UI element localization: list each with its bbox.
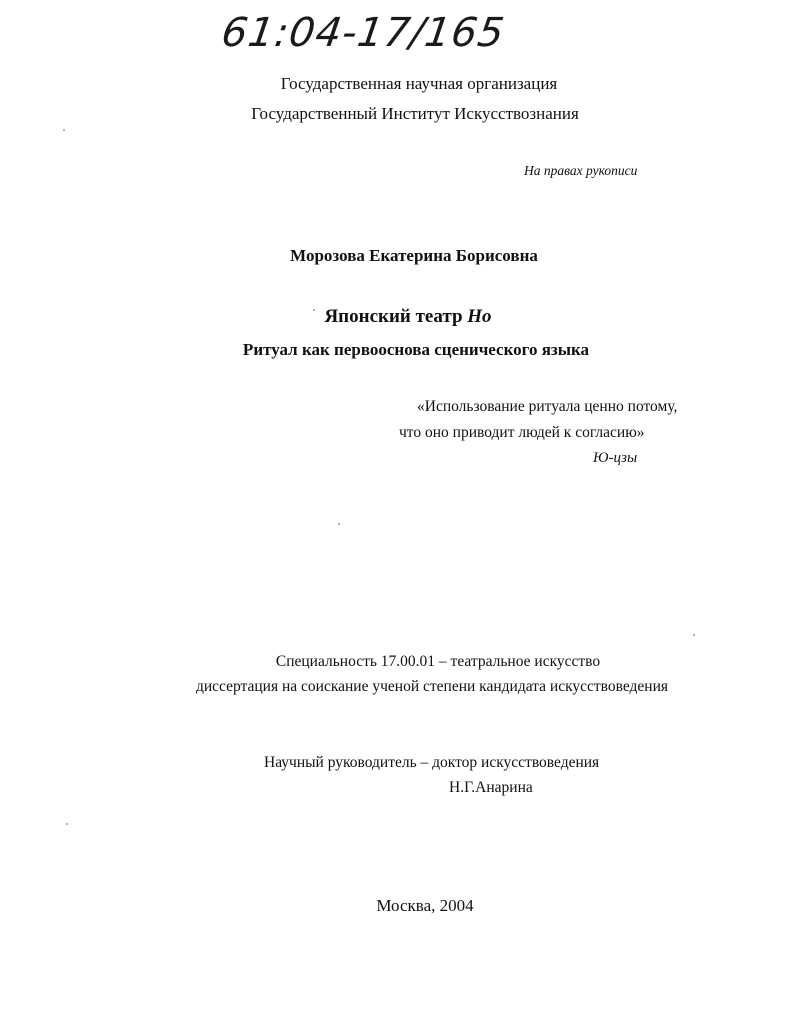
handwritten-code: 61:04-17/165 (218, 10, 508, 56)
scan-speck (63, 129, 65, 131)
degree-line: диссертация на соискание ученой степени кандидата искусствоведения (195, 678, 669, 695)
supervisor-name: Н.Г.Анарина (449, 779, 533, 796)
dissertation-subtitle: Ритуал как первооснова сценического языка (242, 340, 590, 359)
epigraph-line-2: что оно приводит людей к согласию» (399, 424, 645, 441)
specialty-line: Специальность 17.00.01 – театральное искусство (275, 653, 601, 670)
scan-speck (338, 523, 340, 525)
manuscript-rights-note: На правах рукописи (524, 163, 638, 178)
dissertation-title (324, 306, 491, 328)
organization-line-1: Государственная научная организация (280, 74, 558, 93)
scan-speck (693, 634, 695, 636)
author-name: Морозова Екатерина Борисовна (290, 246, 538, 265)
scan-speck (66, 823, 68, 825)
organization-line-2: Государственный Институт Искусствознания (251, 104, 579, 123)
supervisor-role: Научный руководитель – доктор искусствоведения (264, 754, 600, 771)
epigraph-attribution: Ю-цзы (593, 450, 638, 466)
scan-speck (313, 309, 315, 311)
title-emphasis: Но (467, 306, 492, 327)
epigraph-line-1: «Использование ритуала ценно потому, (417, 398, 678, 415)
place-and-year: Москва, 2004 (376, 896, 474, 915)
title-prefix: Японский театр (324, 306, 468, 327)
